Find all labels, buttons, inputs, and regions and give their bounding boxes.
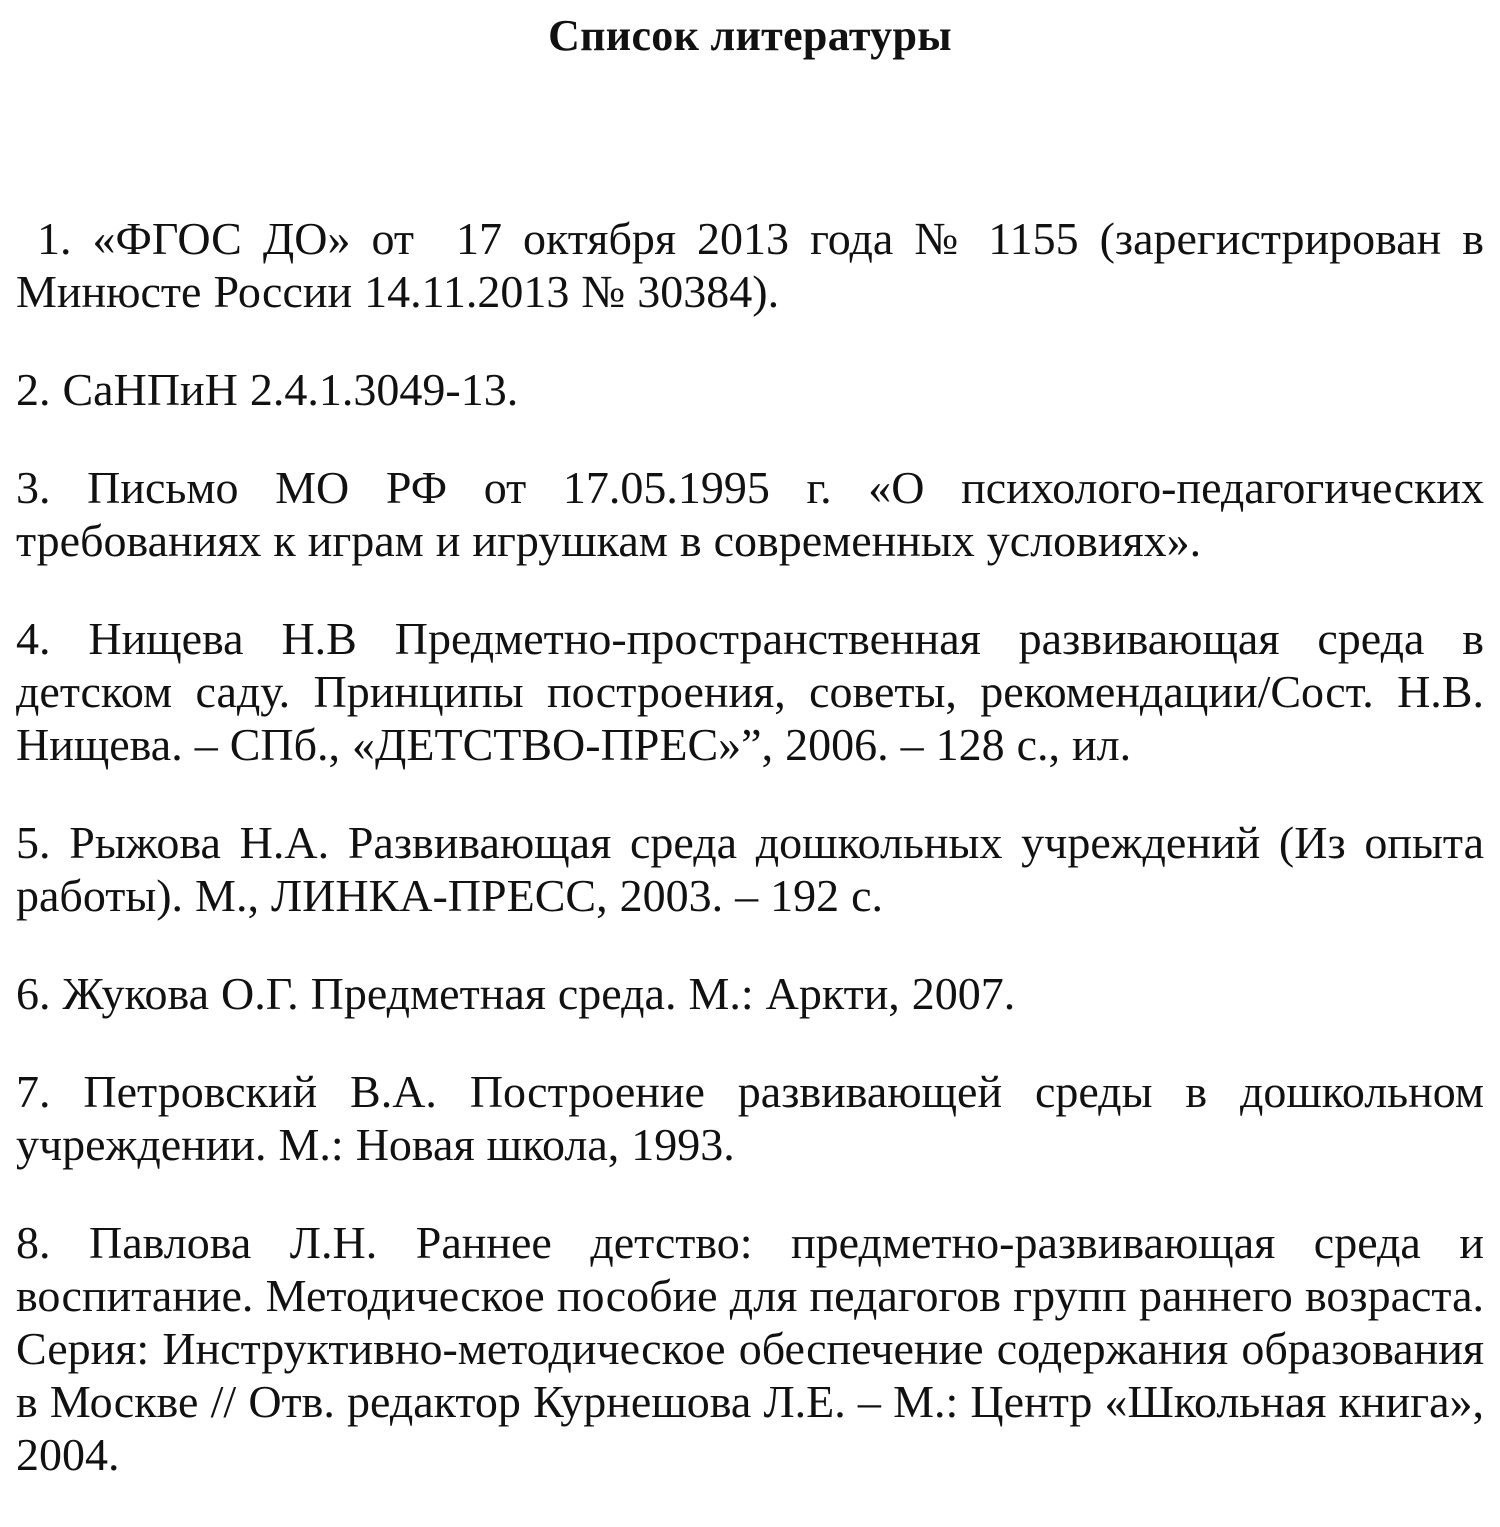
- reference-item-6: 6. Жукова О.Г. Предметная среда. М.: Аркти, 2007.: [16, 968, 1016, 1019]
- reference-item-3: 3. Письмо МО РФ от 17.05.1995 г. «О психолого-педагогических требованиях к играм и игрушкам в современных условиях».: [16, 462, 1484, 566]
- page-title: Список литературы: [548, 11, 952, 60]
- reference-item-7: 7. Петровский В.А. Построение развивающей среды в дошкольном учреждении. М.: Новая школа, 1993.: [16, 1066, 1484, 1170]
- reference-item-1: 1. «ФГОС ДО» от 17 октября 2013 года № 1155 (зарегистрирован в Минюсте России 14.11.2013 № 30384).: [16, 213, 1497, 317]
- reference-list: [16, 212, 1497, 1481]
- reference-item-2: 2. СаНПиН 2.4.1.3049-13.: [16, 364, 519, 415]
- reference-item-4: 4. Нищева Н.В Предметно-пространственная развивающая среда в детском саду. Принципы построения, советы, рекомендации/Сост. Н.В. Нищева. – СПб., «ДЕТСТВО-ПРЕС»”, 2006. – 128 с., ил.: [16, 613, 1484, 770]
- reference-item-8: 8. Павлова Л.Н. Раннее детство: предметно-развивающая среда и воспитание. Методическое пособие для педагогов групп раннего возраста. Серия: Инструктивно-методическое обеспечение содержания образования в Москве // Отв. редактор Курнешова Л.Е. – М.: Центр «Школьная книга», 2004.: [16, 1217, 1484, 1480]
- reference-item-5: 5. Рыжова Н.А. Развивающая среда дошкольных учреждений (Из опыта работы). М., ЛИНКА-ПРЕСС, 2003. – 192 с.: [16, 817, 1484, 921]
